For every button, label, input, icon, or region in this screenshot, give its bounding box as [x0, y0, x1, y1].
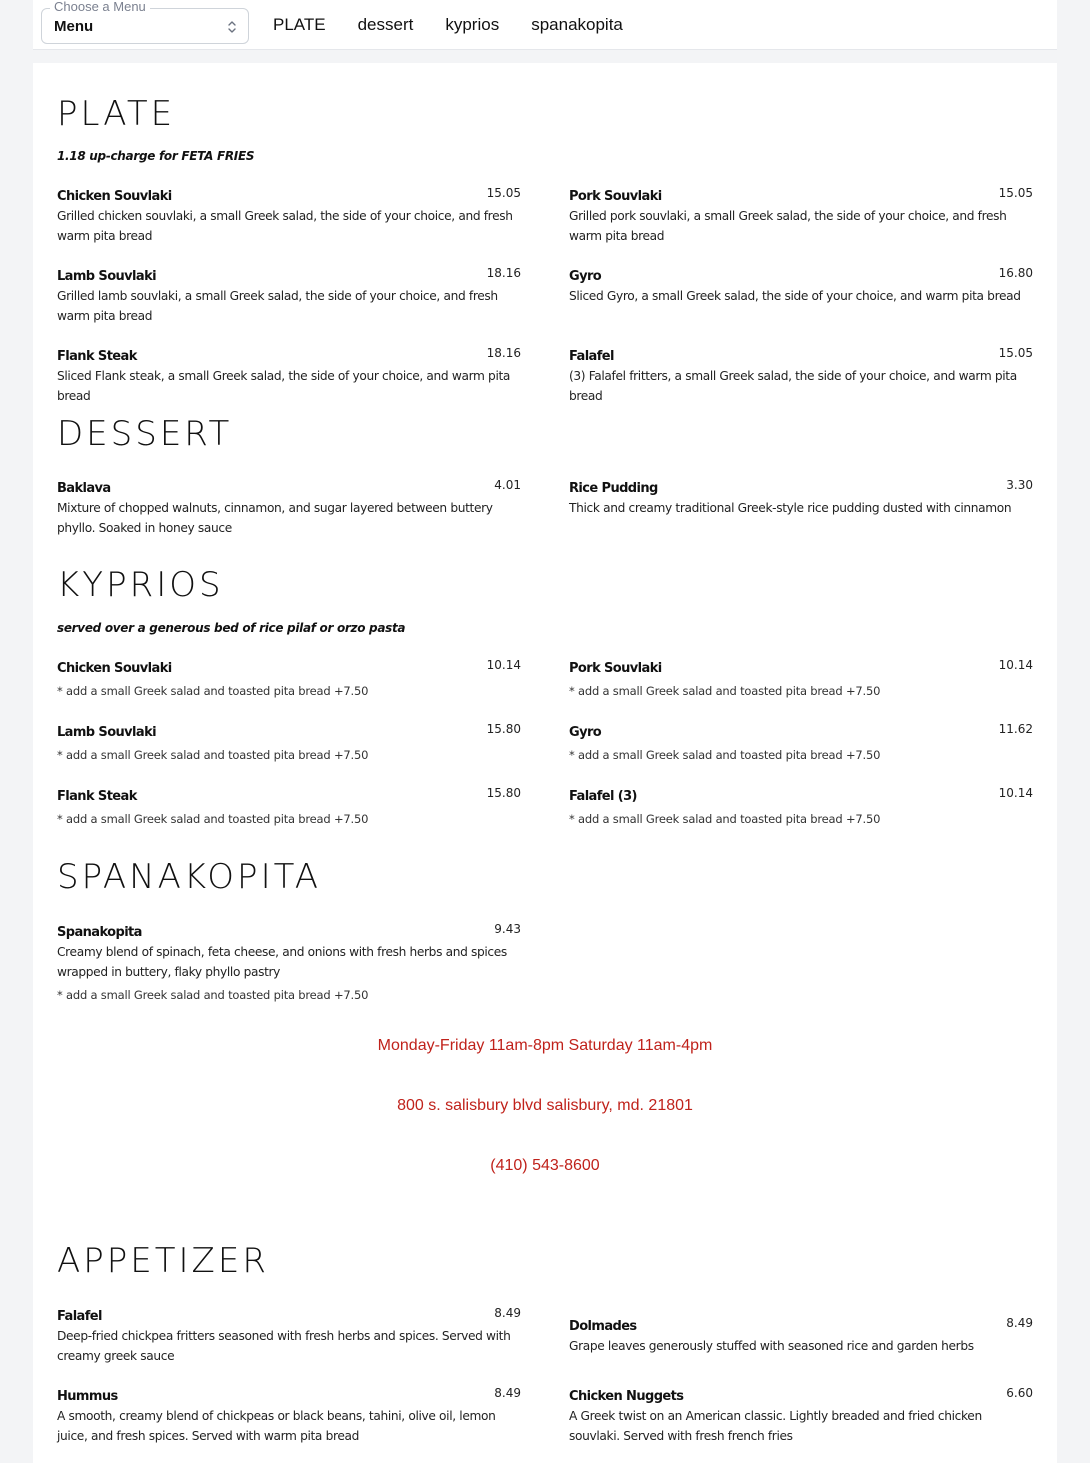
item-name: Baklava: [57, 481, 111, 496]
chevron-updown-icon: [226, 18, 238, 36]
item-price: 4.01: [494, 478, 521, 492]
item-name: Chicken Souvlaki: [57, 189, 172, 204]
item-addon: * add a small Greek salad and toasted pita bread +7.50: [57, 748, 369, 762]
item-price: 15.80: [486, 722, 521, 736]
item-name: Flank Steak: [57, 349, 137, 364]
menu-item: [569, 788, 1033, 828]
item-price: 15.05: [486, 186, 521, 200]
item-price: 18.16: [486, 266, 521, 280]
item-description: Sliced Gyro, a small Greek salad, the side of your choice, and warm pita bread: [569, 289, 1021, 303]
item-name: Flank Steak: [57, 789, 137, 804]
menu-item: [569, 660, 1033, 700]
item-description: Grape leaves generously stuffed with seasoned rice and garden herbs: [569, 1339, 974, 1353]
item-name: Falafel (3): [569, 789, 637, 804]
item-name: Falafel: [57, 1309, 102, 1324]
menu-item: [57, 724, 521, 764]
item-description: Mixture of chopped walnuts, cinnamon, and sugar layered between buttery phyllo. Soaked in honey sauce: [57, 501, 493, 535]
item-price: 15.80: [486, 786, 521, 800]
item-price: 3.30: [1006, 478, 1033, 492]
item-addon: * add a small Greek salad and toasted pita bread +7.50: [57, 988, 369, 1002]
item-description: A smooth, creamy blend of chickpeas or black beans, tahini, olive oil, lemon juice, and fresh spices. Served with warm pita bread: [57, 1409, 496, 1443]
menu-item: [569, 348, 1033, 406]
nav-link-kyprios[interactable]: kyprios: [445, 15, 500, 34]
item-name: Lamb Souvlaki: [57, 725, 156, 740]
item-description: Grilled pork souvlaki, a small Greek salad, the side of your choice, and fresh warm pita bread: [569, 209, 1007, 243]
item-price: 10.14: [486, 658, 521, 672]
business-address[interactable]: 800 s. salisbury blvd salisbury, md. 21801: [397, 1097, 693, 1114]
item-name: Pork Souvlaki: [569, 661, 662, 676]
item-price: 6.60: [1006, 1386, 1033, 1400]
item-price: 11.62: [998, 722, 1033, 736]
menu-select-value: Menu: [54, 18, 94, 35]
item-name: Dolmades: [569, 1319, 637, 1334]
menu-item: [57, 1388, 521, 1446]
business-phone[interactable]: (410) 543-8600: [490, 1157, 600, 1174]
section-note-kyprios: served over a generous bed of rice pilaf or orzo pasta: [57, 621, 406, 635]
category-nav: [273, 15, 623, 35]
menu-item: [569, 480, 1033, 518]
menu-item: [569, 188, 1033, 246]
item-description: Deep-fried chickpea fritters seasoned with fresh herbs and spices. Served with creamy greek sauce: [57, 1329, 511, 1363]
item-name: Chicken Souvlaki: [57, 661, 172, 676]
section-title-kyprios: KYPRIOS: [57, 565, 224, 605]
item-name: Falafel: [569, 349, 614, 364]
menu-item: [57, 1308, 521, 1366]
item-description: Grilled chicken souvlaki, a small Greek salad, the side of your choice, and fresh warm pita bread: [57, 209, 513, 243]
menu-item: [569, 268, 1033, 306]
menu-select[interactable]: [41, 0, 249, 44]
item-price: 16.80: [998, 266, 1033, 280]
section-title-dessert: DESSERT: [57, 414, 233, 454]
section-title-appetizer: APPETIZER: [57, 1241, 269, 1281]
business-hours: Monday-Friday 11am-8pm Saturday 11am-4pm: [377, 1037, 713, 1054]
menu-select-legend: Choose a Menu: [50, 0, 150, 14]
item-addon: * add a small Greek salad and toasted pita bread +7.50: [569, 812, 881, 826]
menu-item: [569, 1318, 1033, 1356]
menu-item: [57, 348, 521, 406]
menu-item: [57, 660, 521, 700]
item-description: Grilled lamb souvlaki, a small Greek salad, the side of your choice, and fresh warm pita bread: [57, 289, 498, 323]
item-description: (3) Falafel fritters, a small Greek salad, the side of your choice, and warm pita bread: [569, 369, 1017, 403]
nav-link-plate[interactable]: PLATE: [273, 15, 326, 34]
item-price: 10.14: [998, 786, 1033, 800]
menu-item: [569, 724, 1033, 764]
item-price: 9.43: [494, 922, 521, 936]
item-description: Thick and creamy traditional Greek-style rice pudding dusted with cinnamon: [569, 501, 1012, 515]
item-addon: * add a small Greek salad and toasted pita bread +7.50: [57, 684, 369, 698]
menu-item: [569, 1388, 1033, 1446]
item-price: 8.49: [1006, 1316, 1033, 1330]
menu-item: [57, 788, 521, 828]
section-note-plate: 1.18 up-charge for FETA FRIES: [57, 149, 255, 163]
item-price: 10.14: [998, 658, 1033, 672]
menu-item: [57, 924, 521, 1004]
item-addon: * add a small Greek salad and toasted pita bread +7.50: [57, 812, 369, 826]
top-navigation-bar: [33, 0, 1057, 50]
item-name: Spanakopita: [57, 925, 142, 940]
menu-item: [57, 268, 521, 326]
item-price: 8.49: [494, 1306, 521, 1320]
item-name: Hummus: [57, 1389, 118, 1404]
item-name: Gyro: [569, 269, 602, 284]
menu-content: [33, 63, 1057, 1463]
nav-link-spanakopita[interactable]: spanakopita: [531, 15, 623, 34]
nav-link-dessert[interactable]: dessert: [357, 15, 414, 34]
item-description: Sliced Flank steak, a small Greek salad, the side of your choice, and warm pita bread: [57, 369, 511, 403]
section-title-plate: PLATE: [57, 94, 176, 134]
item-name: Lamb Souvlaki: [57, 269, 156, 284]
item-price: 8.49: [494, 1386, 521, 1400]
item-addon: * add a small Greek salad and toasted pita bread +7.50: [569, 684, 881, 698]
item-price: 15.05: [998, 346, 1033, 360]
item-name: Gyro: [569, 725, 602, 740]
item-name: Rice Pudding: [569, 481, 658, 496]
item-description: A Greek twist on an American classic. Lightly breaded and fried chicken souvlaki. Served with fresh french fries: [569, 1409, 982, 1443]
menu-item: [57, 480, 521, 538]
item-addon: * add a small Greek salad and toasted pita bread +7.50: [569, 748, 881, 762]
item-name: Chicken Nuggets: [569, 1389, 684, 1404]
item-price: 15.05: [998, 186, 1033, 200]
section-title-spanakopita: SPANAKOPITA: [57, 857, 321, 897]
item-name: Pork Souvlaki: [569, 189, 662, 204]
item-price: 18.16: [486, 346, 521, 360]
item-description: Creamy blend of spinach, feta cheese, and onions with fresh herbs and spices wrapped in buttery, flaky phyllo pastry: [57, 945, 507, 979]
menu-item: [57, 188, 521, 246]
